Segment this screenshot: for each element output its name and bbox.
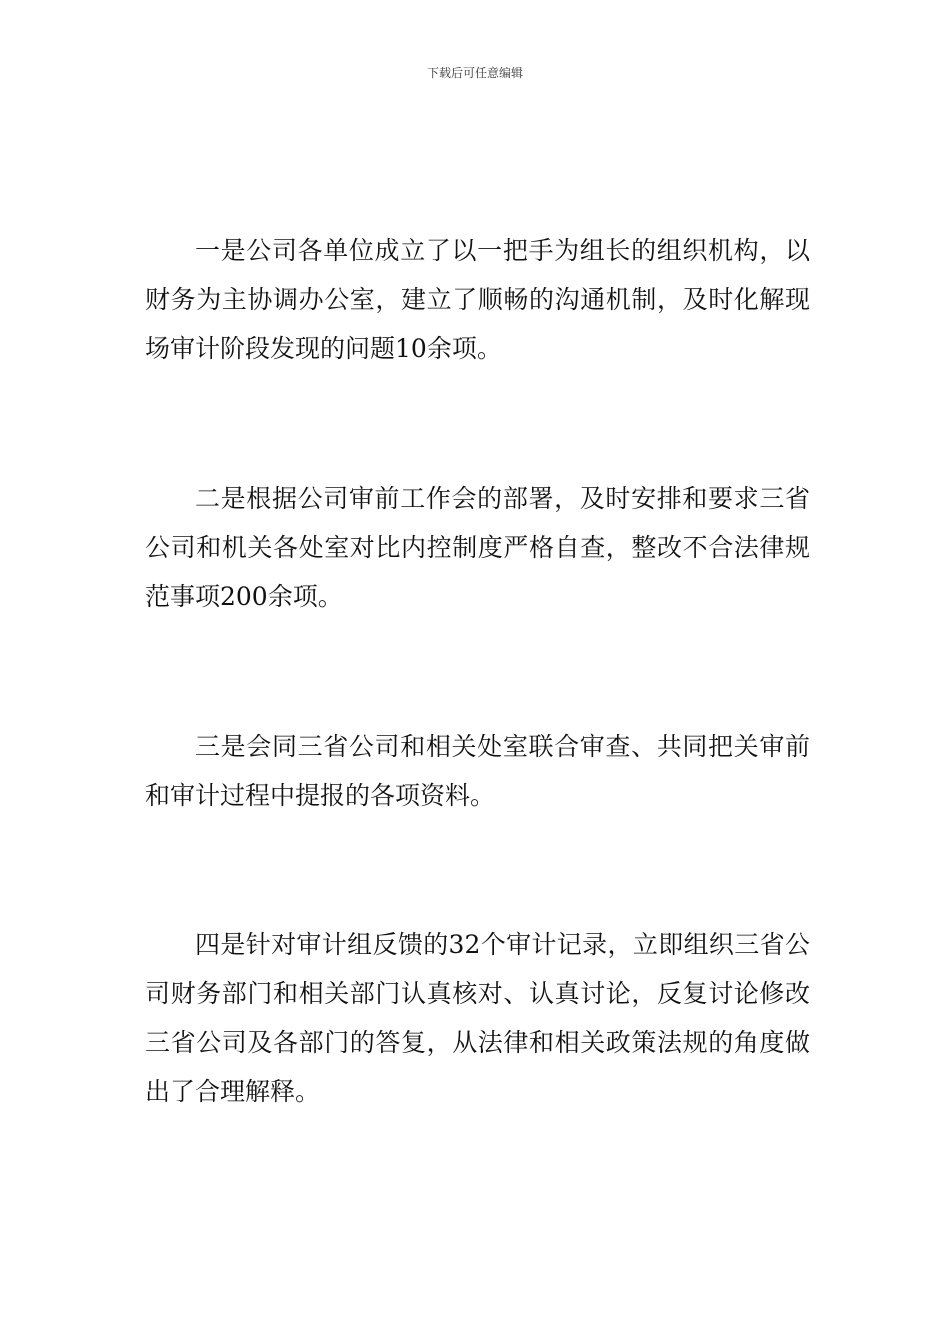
paragraph-3: 三是会同三省公司和相关处室联合审查、共同把关审前和审计过程中提报的各项资料。 — [145, 732, 810, 810]
paragraph-2: 二是根据公司审前工作会的部署，及时安排和要求三省公司和机关各处室对比内控制度严格自查，整改不合法律规范事项200余项。 — [145, 484, 810, 611]
header-note: 下载后可任意编辑 — [426, 66, 523, 80]
paragraph-1: 一是公司各单位成立了以一把手为组长的组织机构，以财务为主协调办公室，建立了顺畅的沟通机制，及时化解现场审计阶段发现的问题10余项。 — [145, 236, 810, 363]
paragraph-4: 四是针对审计组反馈的32个审计记录，立即组织三省公司财务部门和相关部门认真核对、认真讨论，反复讨论修改三省公司及各部门的答复，从法律和相关政策法规的角度做出了合理解释。 — [145, 930, 810, 1106]
